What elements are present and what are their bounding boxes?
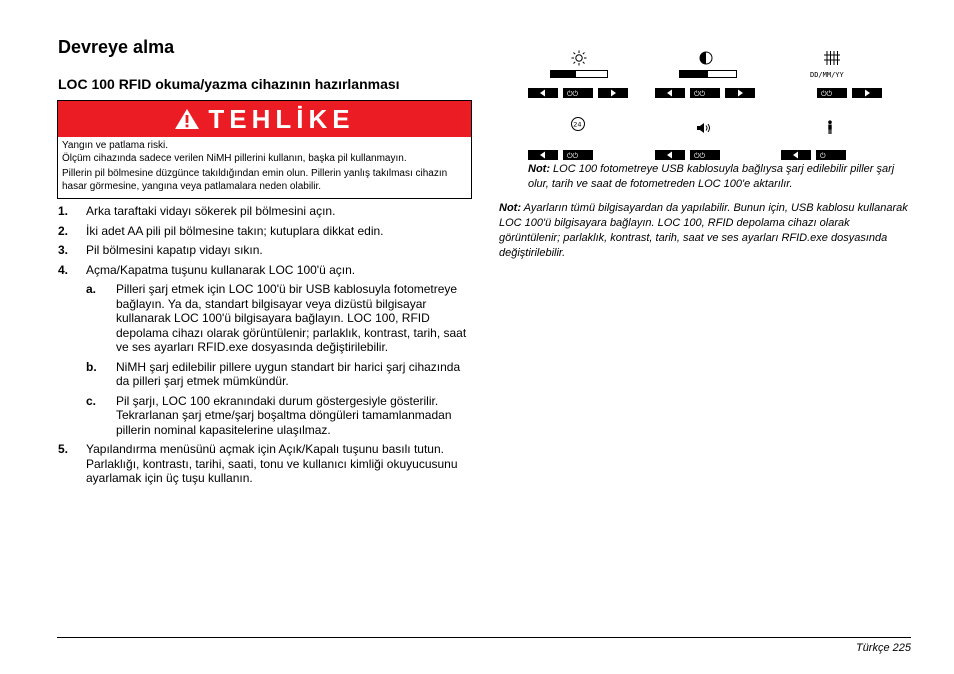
note-usb: Not: LOC 100 fotometreye USB kablosuyla bağlıysa şarj edilebilir piller şarj olur, tarih ve saat de fotometreden LOC 100'e aktarılır. — [528, 163, 895, 190]
page-title: Devreye alma — [58, 37, 175, 57]
sub-item: b. NiMH şarj edilebilir pillere uygun standart bir harici şarj cihazında da pilleri şarj etmek mümkündür. — [86, 359, 461, 388]
svg-text:⏻⏻: ⏻⏻ — [567, 90, 579, 98]
page-footer: Türkçe 225 — [855, 642, 911, 654]
list-item: 3. Pil bölmesini kapatıp vidayı sıkın. — [58, 243, 263, 257]
list-item: 5. Yapılandırma menüsünü açmak için Açık/Kapalı tuşunu basılı tutun. Parlaklığı, kontrastı, tarihi, saati, tonu ve kullanıcı kimliği okuyucusunu ayarlamak için üç tuşu kullanın. — [58, 442, 458, 485]
note-pc: Not: Ayarların tümü bilgisayardan da yapılabilir. Bunun için, USB kablosu kullanarak LOC 100'ü bilgisayara bağlayın. LOC 100, RFID depolama cihazı olarak görüntülenir; parlaklık, kontrast, tarih, saat ve ses ayarları RFID.exe dosyasında değiştirilebilir. — [499, 202, 908, 259]
danger-box — [57, 100, 472, 199]
onoff-button[interactable] — [690, 150, 720, 160]
onoff-button[interactable] — [817, 88, 847, 98]
danger-line: Pillerin pil bölmesine düzgünce takıldığından emin olun. Pillerin yanlış takılması cihazın hasar görmesine, yangına veya patlamalara neden olabilir. — [62, 168, 448, 192]
danger-line: Ölçüm cihazında sadece verilen NiMH pillerini kullanın, başka pil kullanmayın. — [62, 153, 407, 164]
instruction-list — [58, 204, 470, 491]
speaker-icon — [696, 122, 712, 134]
danger-header — [58, 101, 471, 137]
right-button[interactable] — [598, 88, 628, 98]
footer-divider — [57, 637, 911, 638]
sub-item: c. Pil şarjı, LOC 100 ekranındaki durum göstergesiyle gösterilir. Tekrarlanan şarj etme/şarj boşaltma döngüleri tamamlanmadan pillerin nominal kapasitelerine ulaşılmaz. — [86, 393, 452, 437]
svg-text:⏻⏻: ⏻⏻ — [694, 152, 706, 160]
onoff-button[interactable] — [563, 150, 593, 160]
svg-text:24: 24 — [573, 120, 582, 129]
brightness-fill — [551, 71, 576, 77]
danger-title: TEHLİKE — [208, 103, 355, 134]
left-button[interactable] — [528, 88, 558, 98]
svg-text:⏻⏻: ⏻⏻ — [567, 152, 579, 160]
danger-line: Yangın ve patlama riski. — [62, 140, 168, 151]
svg-text:⏻: ⏻ — [820, 152, 826, 160]
left-button[interactable] — [528, 150, 558, 160]
date-icon — [824, 51, 840, 65]
contrast-fill — [680, 71, 708, 77]
left-button[interactable] — [655, 88, 685, 98]
warning-icon — [174, 108, 200, 130]
sub-item: a. Pilleri şarj etmek için LOC 100'ü bir USB kablosuyla fotometreye bağlayın. Ya da, standart bilgisayar veya dizüstü bilgisayar kullanarak LOC 100'ü bilgisayara bağlayın. LOC 100, RFID depolama cihazı olarak görüntülenir; parlaklık, kontrast, tarih, saat ve ses ayarları RFID.exe dosyasında değiştirilebilir. — [86, 282, 467, 354]
list-item: 2. İki adet AA pili pil bölmesine takın; kutuplara dikkat edin. — [58, 223, 384, 238]
brightness-bar — [550, 70, 608, 78]
svg-text:⏻⏻: ⏻⏻ — [694, 90, 706, 98]
clock-24-icon — [570, 116, 586, 132]
onoff-button[interactable] — [816, 150, 846, 160]
list-item: 4. Açma/Kapatma tuşunu kullanarak LOC 100'ü açın. — [58, 262, 356, 277]
svg-text:⏻⏻: ⏻⏻ — [821, 90, 833, 98]
right-button[interactable] — [852, 88, 882, 98]
section-title: LOC 100 RFID okuma/yazma cihazının hazırlanması — [58, 76, 400, 92]
contrast-bar — [679, 70, 737, 78]
onoff-button[interactable] — [690, 88, 720, 98]
right-button[interactable] — [725, 88, 755, 98]
contrast-icon — [699, 51, 713, 65]
left-button[interactable] — [655, 150, 685, 160]
left-button[interactable] — [781, 150, 811, 160]
onoff-button[interactable] — [563, 88, 593, 98]
brightness-icon — [571, 50, 587, 66]
date-format-label: DD/MM/YY — [810, 71, 844, 79]
user-id-icon — [826, 120, 834, 134]
list-item: 1. Arka taraftaki vidayı sökerek pil bölmesini açın. — [58, 204, 336, 218]
